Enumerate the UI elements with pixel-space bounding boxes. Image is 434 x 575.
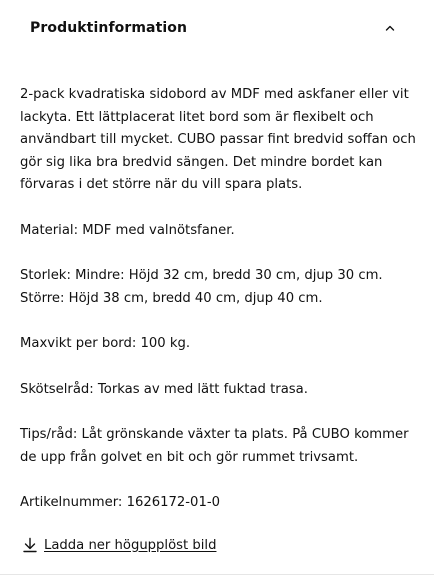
product-care: Skötselråd: Torkas av med lätt fuktad trasa.	[20, 381, 308, 397]
product-description: 2-pack kvadratiska sidobord av MDF med askfaner eller vit lackyta. Ett lättplacerat litet bord som är flexibelt och användbart till mycket. CUBO passar fint bredvid soffan och gör sig lika bra bredvid sängen. Det mindre bordet kan förvaras i det större när du vill spara plats.	[20, 87, 416, 192]
size-small: Storlek: Mindre: Höjd 32 cm, bredd 30 cm, djup 30 cm.	[20, 268, 383, 283]
product-tips: Tips/råd: Låt grönskande växter ta plats. På CUBO kommer de upp från golvet en bit och gör rummet trivsamt.	[20, 427, 409, 465]
section-title: Produktinformation	[30, 20, 188, 36]
product-size	[20, 265, 416, 310]
article-number: Artikelnummer: 1626172-01-0	[20, 495, 220, 510]
size-large: Större: Höjd 38 cm, bredd 40 cm, djup 40 cm.	[20, 290, 323, 306]
download-label: Ladda ner högupplöst bild	[44, 537, 217, 553]
download-icon	[22, 537, 38, 553]
product-info-header[interactable]	[0, 0, 434, 56]
product-material: Material: MDF med valnötsfaner.	[20, 222, 235, 238]
download-image-link[interactable]	[22, 537, 216, 553]
chevron-up-icon[interactable]	[384, 22, 396, 34]
product-max-weight: Maxvikt per bord: 100 kg.	[20, 336, 191, 351]
product-info-content	[20, 84, 416, 538]
